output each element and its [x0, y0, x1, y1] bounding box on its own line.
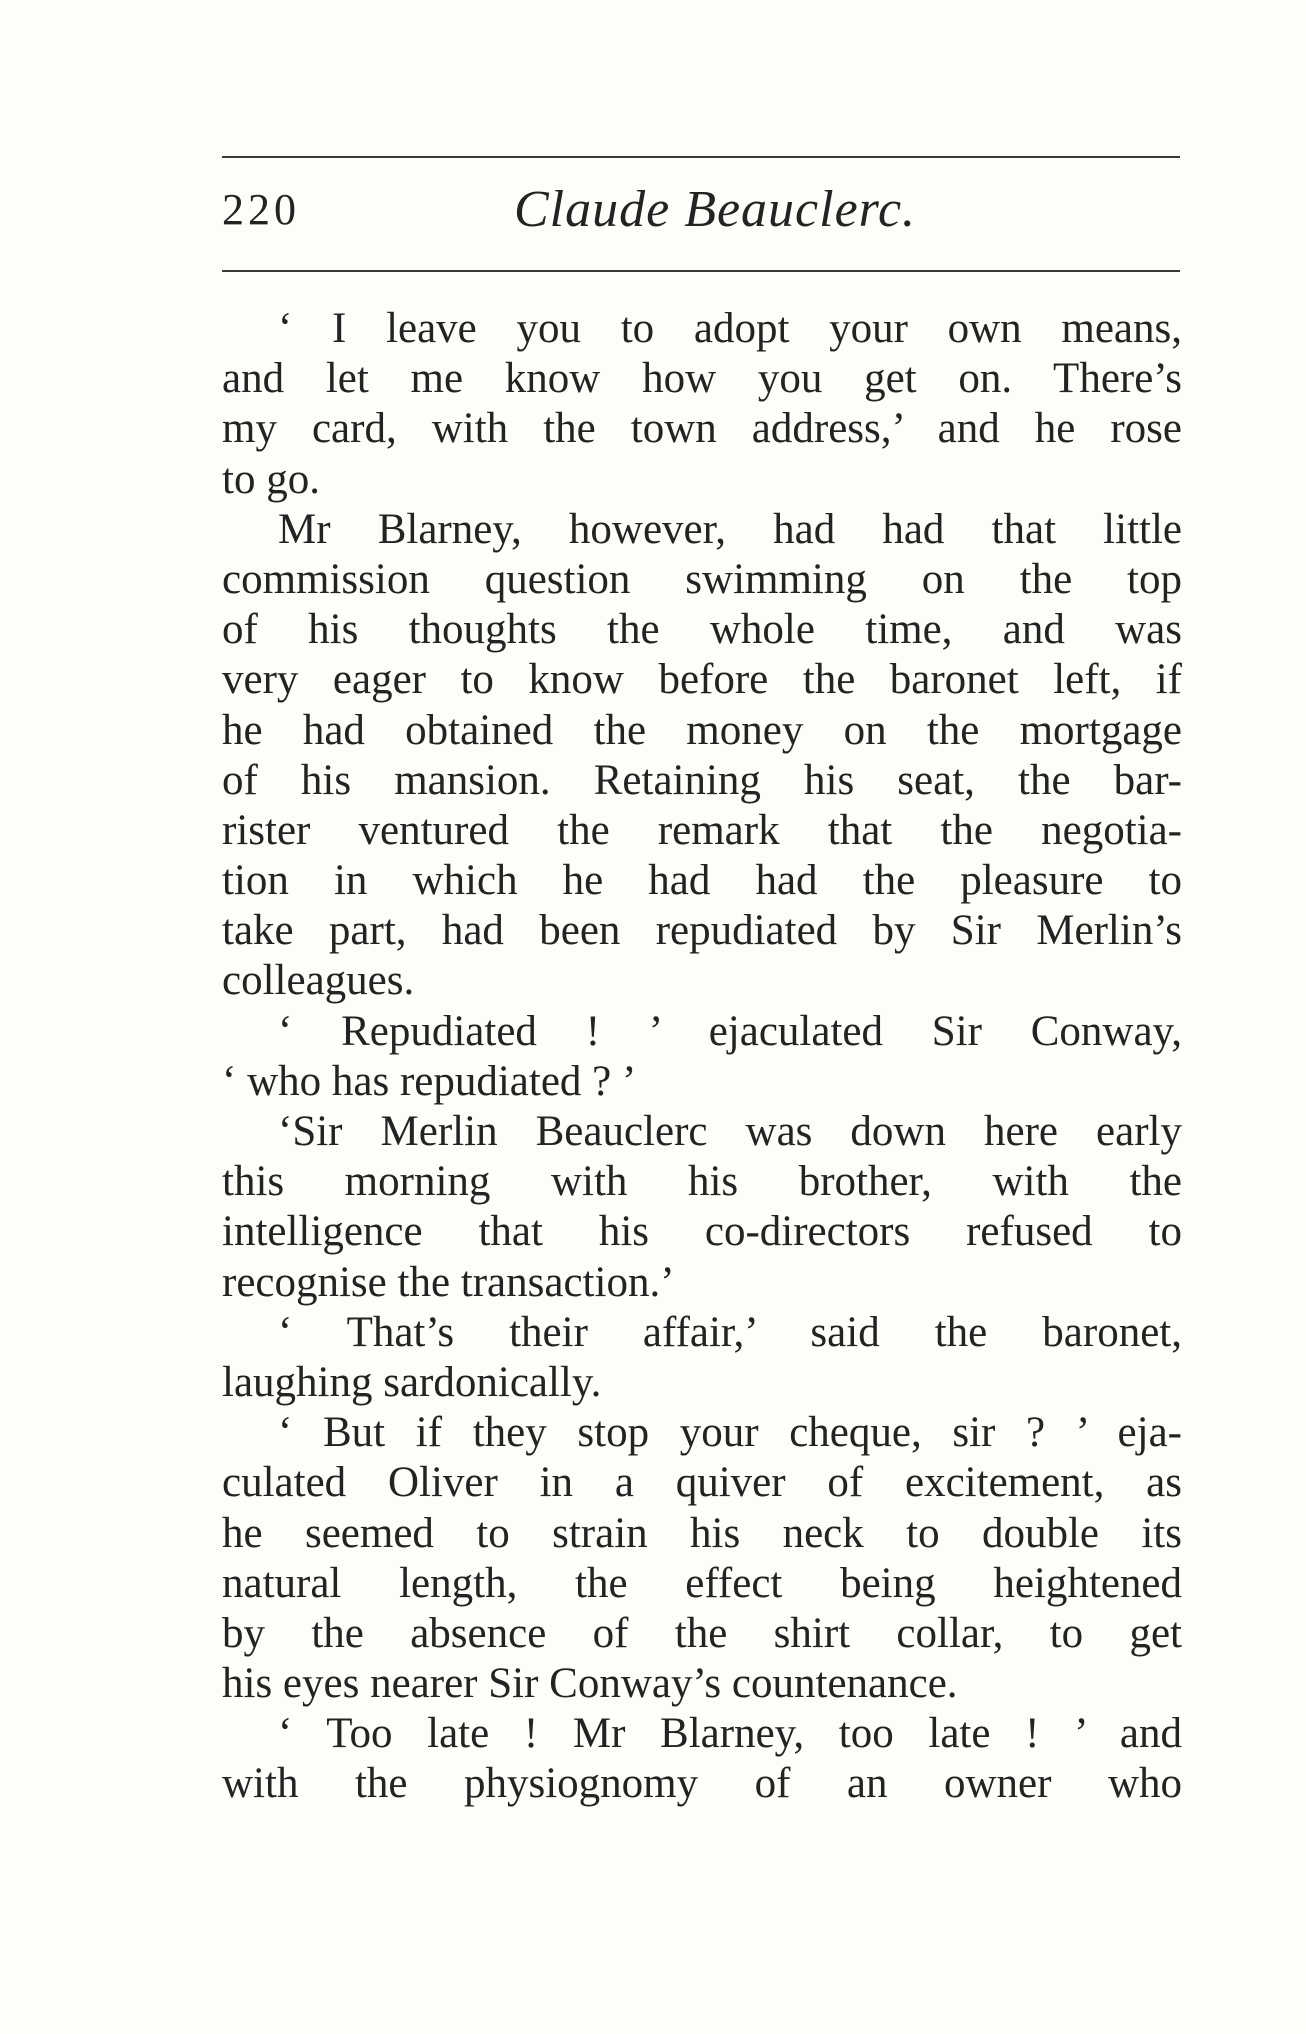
text-line: he seemed to strain his neck to double its — [222, 1509, 1182, 1557]
text-line: he had obtained the money on the mortgage — [222, 706, 1182, 754]
text-line: intelligence that his co-directors refused to — [222, 1208, 1182, 1256]
text-line: ‘ That’s their affair,’ said the baronet, — [278, 1308, 1182, 1356]
text-line: his eyes nearer Sir Conway’s countenance. — [222, 1660, 958, 1708]
text-line: laughing sardonically. — [222, 1358, 602, 1406]
text-line: ‘ Too late ! Mr Blarney, too late ! ’ and — [278, 1710, 1182, 1758]
body-text — [222, 304, 1182, 1810]
header-rule-bottom — [222, 270, 1180, 272]
text-line: of his thoughts the whole time, and was — [222, 606, 1182, 654]
text-line: my card, with the town address,’ and he rose — [222, 405, 1182, 453]
text-line: culated Oliver in a quiver of excitement, as — [222, 1459, 1182, 1507]
text-line: to go. — [222, 455, 320, 503]
text-line: rister ventured the remark that the negotia- — [222, 806, 1182, 854]
text-line: of his mansion. Retaining his seat, the bar- — [222, 756, 1182, 804]
text-line: very eager to know before the baronet left, if — [222, 656, 1182, 704]
text-line: ‘ But if they stop your cheque, sir ? ’ eja- — [278, 1409, 1182, 1457]
text-line: this morning with his brother, with the — [222, 1158, 1182, 1206]
text-line: colleagues. — [222, 957, 415, 1005]
text-line: recognise the transaction.’ — [222, 1258, 675, 1306]
text-line: ‘ I leave you to adopt your own means, — [278, 305, 1182, 352]
text-line: Mr Blarney, however, had had that little — [278, 505, 1182, 553]
page-header — [222, 180, 1180, 250]
text-line: ‘Sir Merlin Beauclerc was down here early — [278, 1108, 1182, 1155]
text-line: and let me know how you get on. There’s — [222, 355, 1182, 403]
text-line: ‘ who has repudiated ? ’ — [222, 1057, 637, 1105]
text-line: commission question swimming on the top — [222, 555, 1182, 603]
header-rule-top — [222, 156, 1180, 158]
text-line: by the absence of the shirt collar, to get — [222, 1609, 1182, 1657]
text-line: tion in which he had had the pleasure to — [222, 857, 1182, 905]
text-line: with the physiognomy of an owner who — [222, 1760, 1182, 1808]
text-line: take part, had been repudiated by Sir Merlin’s — [222, 907, 1182, 955]
text-line: ‘ Repudiated ! ’ ejaculated Sir Conway, — [278, 1007, 1182, 1055]
text-line: natural length, the effect being heightened — [222, 1559, 1182, 1607]
page-number: 220 — [222, 185, 300, 234]
running-title: Claude Beauclerc. — [514, 181, 917, 238]
